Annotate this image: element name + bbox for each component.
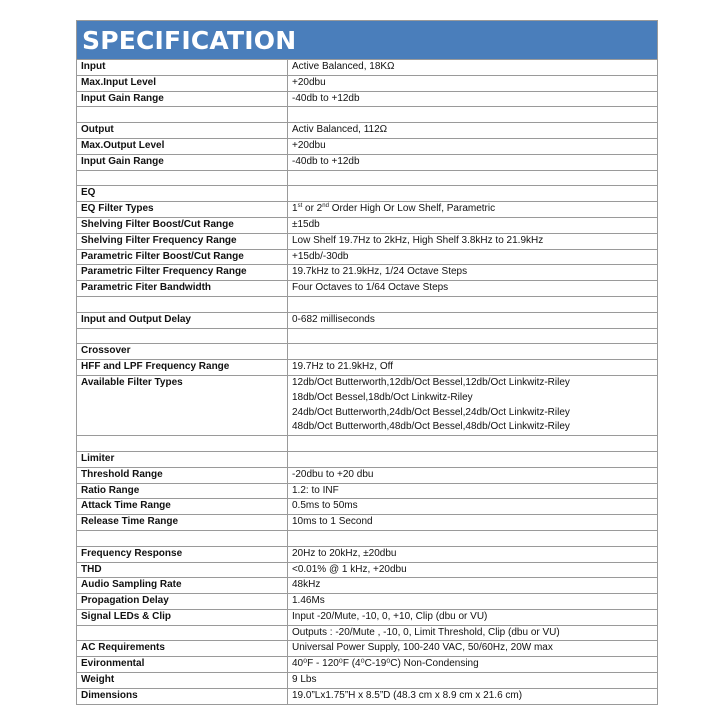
spec-label: Attack Time Range [77,499,288,515]
spec-value: -40db to +12db [288,91,658,107]
spec-row [77,60,657,76]
spec-row [77,296,657,312]
spec-row [77,186,657,202]
spec-row [77,688,657,703]
spec-label: Input and Output Delay [77,312,288,328]
spec-label: Audio Sampling Rate [77,578,288,594]
spec-value: Active Balanced, 18KΩ [288,60,658,76]
spec-label: EQ [77,186,288,202]
spec-label: Parametric Fiter Bandwidth [77,281,288,297]
spec-row [77,202,657,218]
spec-value: 0-682 milliseconds [288,312,658,328]
spec-row [77,138,657,154]
spec-row [77,406,657,421]
spec-value-part: 1 [292,203,298,215]
spec-row [77,609,657,625]
spec-label: Ratio Range [77,483,288,499]
spec-value: 20Hz to 20kHz, ±20dbu [288,546,658,562]
spec-row [77,217,657,233]
spec-value: ±15db [288,217,658,233]
spec-value [288,202,658,218]
spec-value: 18db/Oct Bessel,18db/Oct Linkwitz-Riley [292,391,473,403]
spec-value [288,344,658,360]
spec-value [288,436,658,452]
spec-label: Limiter [77,451,288,467]
spec-value: +20dbu [288,138,658,154]
spec-label [77,420,288,435]
spec-value: Universal Power Supply, 100-240 VAC, 50/60Hz, 20W max [288,641,658,657]
spec-value [288,170,658,186]
spec-label [77,170,288,186]
spec-label: Shelving Filter Boost/Cut Range [77,217,288,233]
spec-label: Input Gain Range [77,91,288,107]
spec-label: Input Gain Range [77,154,288,170]
spec-label: Evironmental [77,657,288,673]
spec-value: 24db/Oct Butterworth,24db/Oct Bessel,24db/Oct Linkwitz-Riley [292,406,570,418]
spec-row [77,312,657,328]
spec-value: Activ Balanced, 112Ω [288,123,658,139]
spec-row [77,562,657,578]
spec-value: 0.5ms to 50ms [288,499,658,515]
spec-table-body [77,60,657,704]
spec-value: 1.46Ms [288,594,658,610]
spec-value: Low Shelf 19.7Hz to 2kHz, High Shelf 3.8kHz to 21.9kHz [288,233,658,249]
spec-label: Max.Input Level [77,75,288,91]
spec-row [77,641,657,657]
spec-row [77,391,657,406]
spec-label: Max.Output Level [77,138,288,154]
spec-value: +15db/-30db [288,249,658,265]
spec-label: EQ Filter Types [77,202,288,218]
spec-row [77,530,657,546]
spec-label [77,391,288,406]
spec-value: 40⁰F - 120⁰F (4⁰C-19⁰C) Non-Condensing [288,657,658,673]
spec-row [77,436,657,452]
spec-value: 1.2: to INF [288,483,658,499]
spec-label: Parametric Filter Boost/Cut Range [77,249,288,265]
spec-value: 48db/Oct Butterworth,48db/Oct Bessel,48db/Oct Linkwitz-Riley [292,421,570,433]
spec-row [77,328,657,344]
spec-row [77,265,657,281]
spec-value: 19.7kHz to 21.9kHz, 1/24 Octave Steps [288,265,658,281]
spec-label [77,530,288,546]
spec-label: Shelving Filter Frequency Range [77,233,288,249]
spec-row [77,154,657,170]
spec-row [77,75,657,91]
spec-row [77,594,657,610]
spec-value [288,328,658,344]
spec-row [77,467,657,483]
spec-label: AC Requirements [77,641,288,657]
spec-table [77,59,657,704]
spec-label: Available Filter Types [77,375,288,390]
spec-label [77,328,288,344]
spec-row [77,499,657,515]
spec-row [77,375,657,390]
spec-value: -40db to +12db [288,154,658,170]
spec-row [77,344,657,360]
spec-row [77,625,657,641]
ordinal-suffix: nd [322,203,329,210]
spec-label: Dimensions [77,688,288,703]
spec-value-part: Order High Or Low Shelf, Parametric [328,203,496,215]
spec-label: Output [77,123,288,139]
spec-label [77,436,288,452]
spec-value: -20dbu to +20 dbu [288,467,658,483]
spec-label: Weight [77,673,288,689]
spec-row [77,170,657,186]
spec-row [77,360,657,376]
spec-value: 48kHz [288,578,658,594]
ordinal-suffix: st [297,203,303,210]
spec-label: Crossover [77,344,288,360]
spec-label: Frequency Response [77,546,288,562]
spec-label [77,296,288,312]
spec-value [288,530,658,546]
spec-title: SPECIFICATION [77,21,657,59]
spec-row [77,657,657,673]
spec-label [77,625,288,641]
spec-label: Parametric Filter Frequency Range [77,265,288,281]
spec-label: Signal LEDs & Clip [77,609,288,625]
spec-label: Input [77,60,288,76]
spec-value [288,186,658,202]
spec-value: Four Octaves to 1/64 Octave Steps [288,281,658,297]
spec-row [77,420,657,435]
spec-value: 10ms to 1 Second [288,515,658,531]
spec-row [77,91,657,107]
spec-row [77,546,657,562]
spec-label: Threshold Range [77,467,288,483]
spec-value [288,296,658,312]
spec-value: 19.7Hz to 21.9kHz, Off [288,360,658,376]
spec-label: HFF and LPF Frequency Range [77,360,288,376]
spec-label: Release Time Range [77,515,288,531]
spec-row [77,451,657,467]
spec-row [77,483,657,499]
spec-value: Outputs : -20/Mute , -10, 0, Limit Threshold, Clip (dbu or VU) [288,625,658,641]
spec-row [77,515,657,531]
spec-row [77,233,657,249]
spec-value [288,451,658,467]
spec-row [77,249,657,265]
spec-value: 9 Lbs [288,673,658,689]
spec-value: +20dbu [288,75,658,91]
spec-value: 19.0”Lx1.75”H x 8.5”D (48.3 cm x 8.9 cm x 21.6 cm) [288,688,658,703]
spec-row [77,281,657,297]
spec-sheet [76,20,658,705]
spec-value: 12db/Oct Butterworth,12db/Oct Bessel,12db/Oct Linkwitz-Riley [288,375,658,390]
spec-row [77,578,657,594]
spec-row [77,673,657,689]
spec-label [77,406,288,421]
spec-row [77,123,657,139]
spec-value [288,107,658,123]
spec-row [77,107,657,123]
spec-label: Propagation Delay [77,594,288,610]
spec-label: THD [77,562,288,578]
spec-label [77,107,288,123]
spec-value: Input -20/Mute, -10, 0, +10, Clip (dbu or VU) [288,609,658,625]
spec-value-part: or 2 [302,203,323,215]
spec-value: <0.01% @ 1 kHz, +20dbu [288,562,658,578]
